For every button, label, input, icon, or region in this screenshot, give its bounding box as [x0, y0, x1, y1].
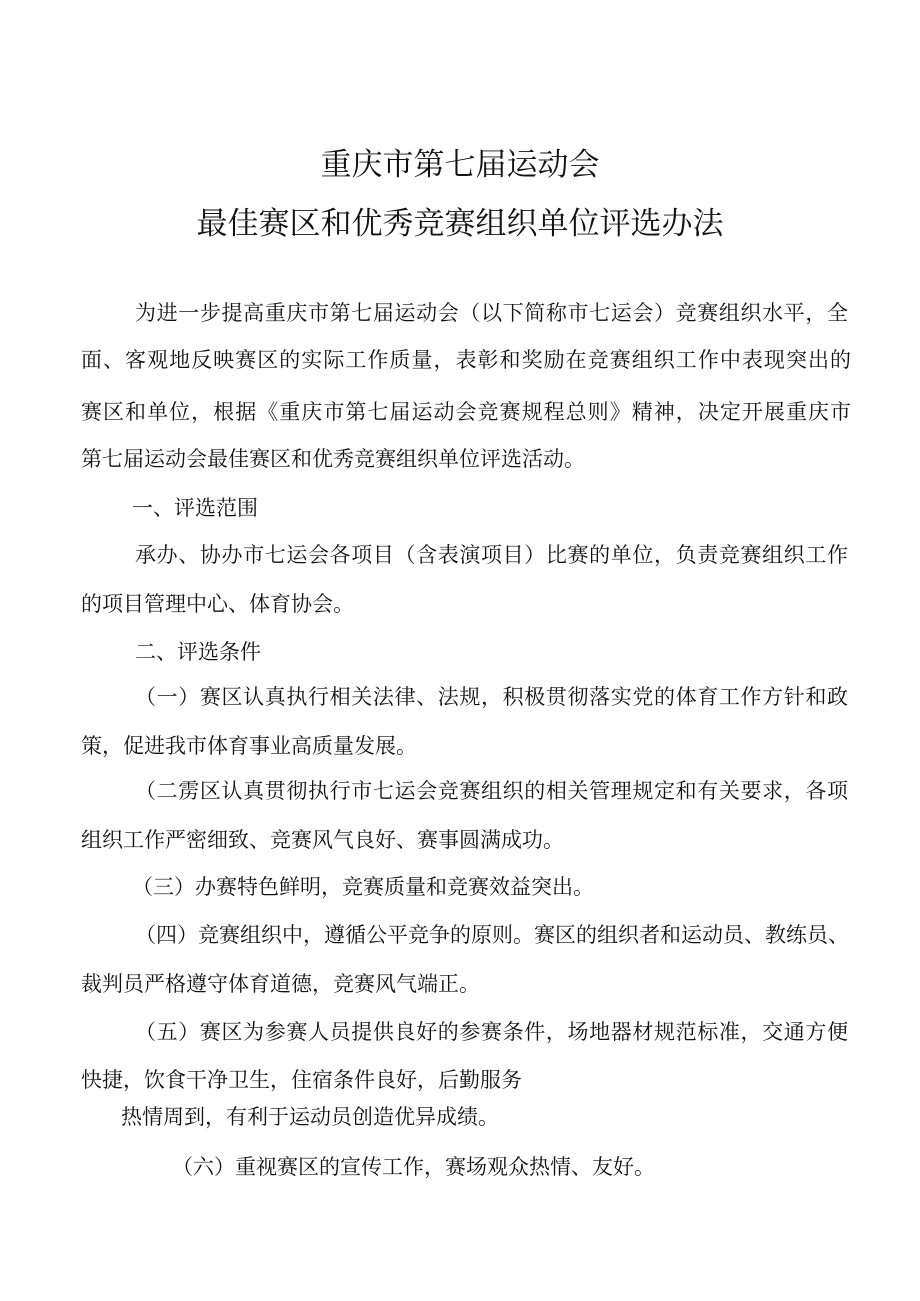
intro-line-1: 为进一步提高重庆市第七届运动会（以下简称市七运会）竞赛组织水平，全 [135, 301, 848, 325]
intro-line-4: 第七届运动会最佳赛区和优秀竞赛组织单位评选活动。 [81, 447, 585, 471]
criteria-item-1-line-1: （一）赛区认真执行相关法律、法规，积极贯彻落实党的体育工作方针和政 [135, 685, 848, 709]
criteria-item-2-line-1: （二雳区认真贯彻执行市七运会竞赛组织的相关管理规定和有关要求，各项 [135, 779, 848, 803]
intro-line-2: 面、客观地反映赛区的实际工作质量，表彰和奖励在竞赛组织工作中表现突出的 [81, 348, 851, 372]
page-title-line-2: 最佳赛区和优秀竞赛组织单位评选办法 [196, 206, 724, 242]
page-title-line-1: 重庆市第七届运动会 [320, 147, 600, 183]
section-heading-scope: 一、评选范围 [132, 496, 258, 520]
criteria-item-5-line-2: 快捷，饮食干净卫生，住宿条件良好，后勤服务 [81, 1068, 522, 1092]
criteria-item-6: （六）重视赛区的宣传工作，赛场观众热情、友好。 [172, 1155, 655, 1179]
criteria-item-4-line-2: 裁判员严格遵守体育道德，竞赛风气端正。 [81, 972, 480, 996]
criteria-item-3: （三）办赛特色鲜明，竞赛质量和竞赛效益突出。 [132, 875, 594, 899]
criteria-item-2-line-2: 组织工作严密细致、竞赛风气良好、赛事圆满成功。 [81, 828, 564, 852]
criteria-item-4-line-1: （四）竞赛组织中，遵循公平竞争的原则。赛区的组织者和运动员、教练员、 [135, 923, 849, 947]
intro-line-3: 赛区和单位，根据《重庆市第七届运动会竞赛规程总则》精神，决定开展重庆市 [81, 400, 851, 424]
section-heading-criteria: 二、评选条件 [135, 640, 261, 664]
criteria-item-1-line-2: 策，促进我市体育事业高质量发展。 [81, 734, 417, 758]
scope-line-2: 的项目管理中心、体育协会。 [81, 592, 354, 616]
criteria-item-5-line-3: 热情周到，有利于运动员创造优异成绩。 [121, 1105, 499, 1129]
criteria-item-5-line-1: （五）赛区为参赛人员提供良好的参赛条件，场地器材规范标准，交通方便 [135, 1020, 848, 1044]
scope-line-1: 承办、协办市七运会各项目（含表演项目）比赛的单位，负责竞赛组织工作 [135, 543, 848, 567]
